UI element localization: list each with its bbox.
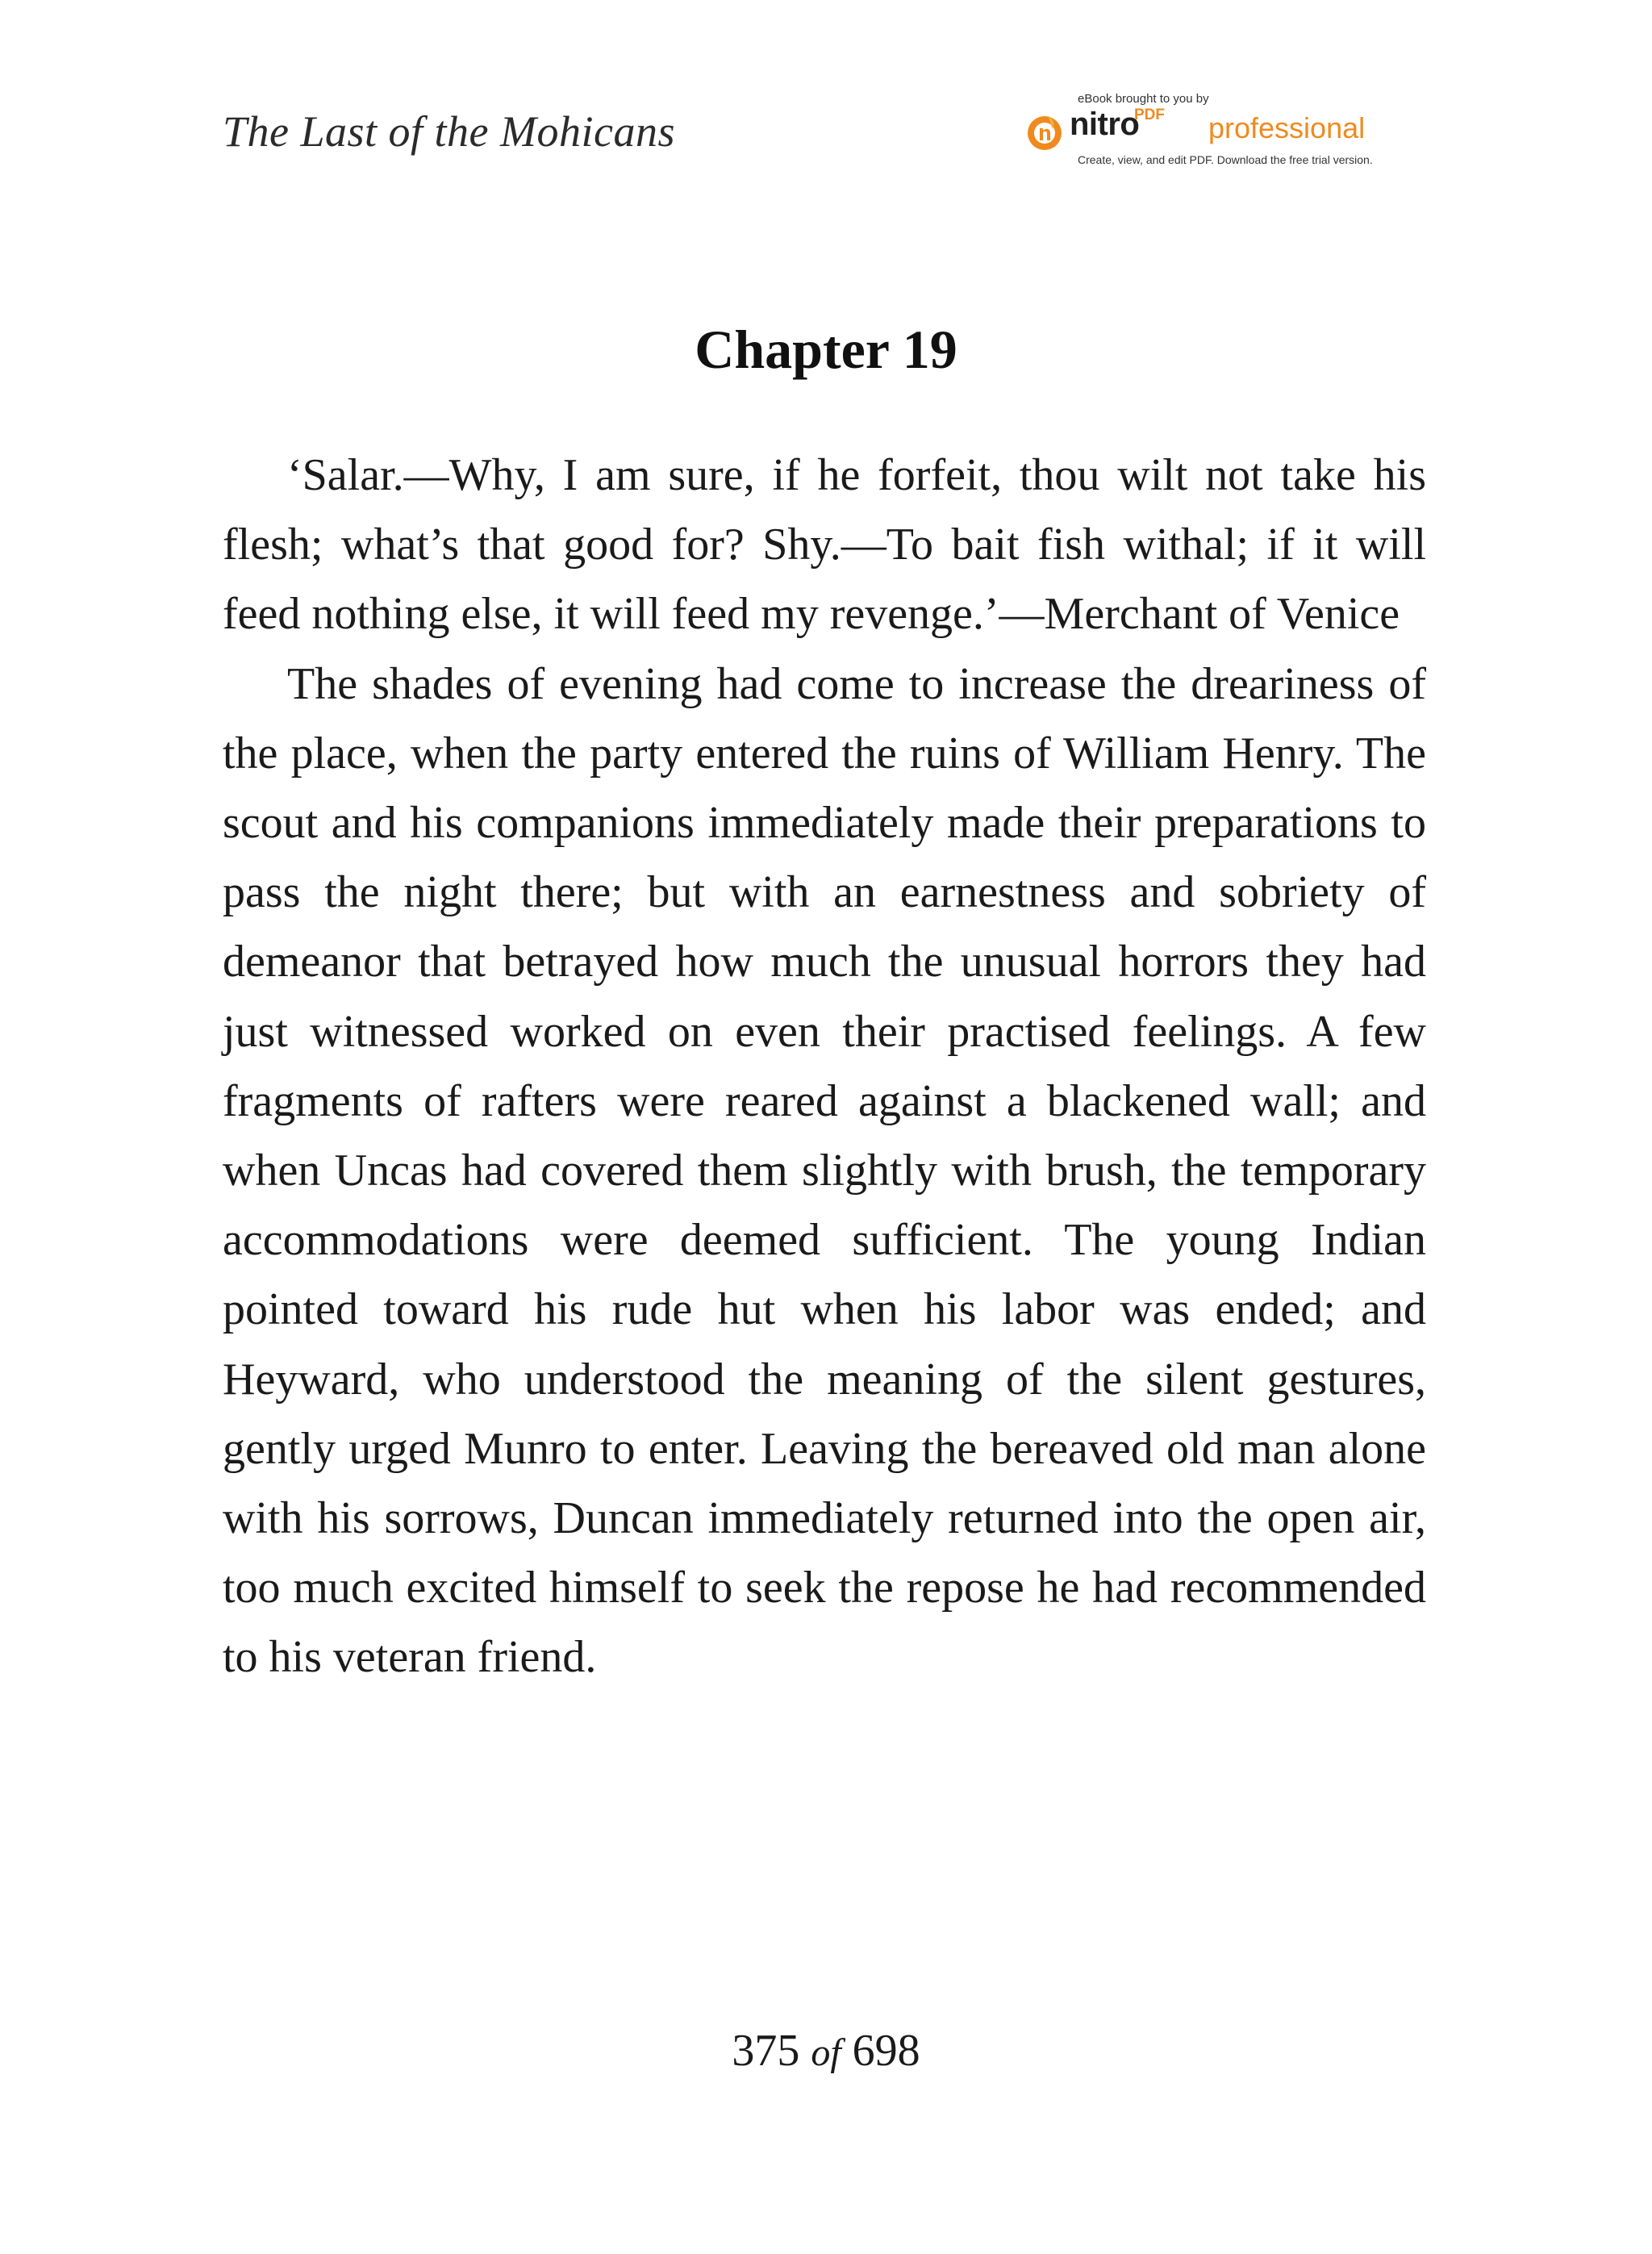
chapter-body: [223, 440, 1426, 1693]
page-of-label: of: [811, 2031, 841, 2074]
running-header-book-title: The Last of the Mohicans: [223, 107, 675, 156]
nitro-pdf-banner[interactable]: [1024, 87, 1404, 176]
page-number: [0, 2025, 1652, 2077]
chapter-title: Chapter 19: [695, 319, 957, 380]
current-page-number: 375: [732, 2026, 800, 2076]
body-paragraph: The shades of evening had come to increase the dreariness of the place, when the party entered the ruins of William Henry. The scout and his companions immediately made their preparations to pass the night there; but with an earnestness and sobriety of demeanor that betrayed how much the unusual horrors they had just witnessed worked on even their practised feelings. A few fragments of rafters were reared against a blackened wall; and when Uncas had covered them slightly with brush, the temporary accommodations were deemed sufficient. The young Indian pointed toward his rude hut when his labor was ended; and Heyward, who understood the meaning of the silent gestures, gently urged Munro to enter. Leaving the bereaved old man alone with his sorrows, Duncan immediately returned into the open air, too much excited himself to seek the repose he had recommended to his veteran friend.: [223, 658, 1426, 1683]
banner-tagline: Create, view, and edit PDF. Download the free trial version.: [1078, 153, 1373, 166]
banner-brand-superscript: PDF: [1134, 106, 1165, 123]
banner-brand-suffix: professional: [1208, 111, 1366, 144]
banner-top-line: eBook brought to you by: [1078, 92, 1209, 106]
epigraph-paragraph: ‘Salar.—Why, I am sure, if he forfeit, thou wilt not take his flesh; what’s that good for? Shy.—To bait fish withal; if it will feed nothing else, it will feed my revenge.’—Merchant of Venice: [223, 450, 1426, 640]
nitro-flame-icon: [1024, 111, 1065, 152]
banner-brand-word: nitro: [1070, 106, 1140, 142]
total-pages-number: 698: [852, 2026, 920, 2076]
